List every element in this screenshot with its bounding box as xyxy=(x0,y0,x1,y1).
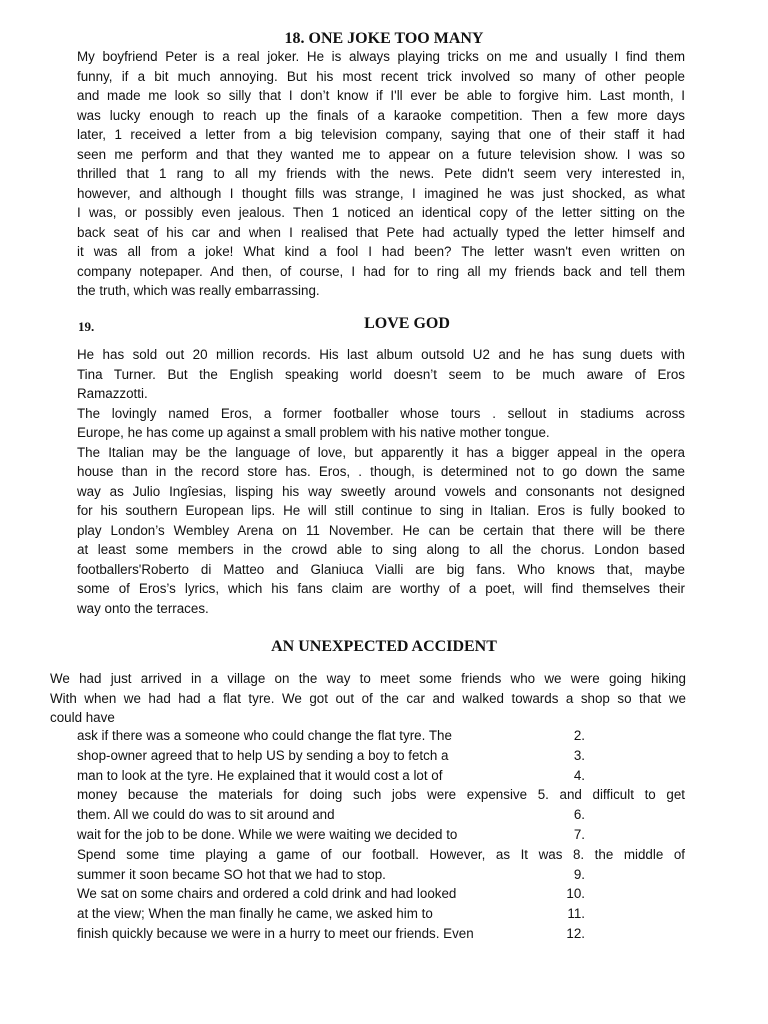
exercise-line-text: finish quickly because we were in a hurry to meet our friends. Even xyxy=(77,926,474,941)
text-line: Tina Turner. But the English speaking world doesn’t seem to be much aware of Eros xyxy=(77,366,685,382)
text-line: for his southern European lips. He will still continue to sing in Italian. Eros is fully booked to xyxy=(77,503,685,518)
text-line: Ramazzotti. xyxy=(77,386,148,401)
exercise-line-text: them. All we could do was to sit around and xyxy=(77,807,335,823)
story-title-one-joke: 18. ONE JOKE TOO MANY xyxy=(284,30,484,47)
text-line: it was all from a joke! What kind a fool I had been? The letter wasn't even written on xyxy=(77,244,685,259)
text-line: He has sold out 20 million records. His last album outsold U2 and he has sung duets with xyxy=(77,347,685,362)
exercise-intro xyxy=(50,669,686,728)
text-line: way onto the terraces. xyxy=(77,600,209,616)
text-line: seen me perform and that they wanted me to appear on a future television show. I was so xyxy=(77,146,685,162)
text-line: I was, or possibly even jealous. Then 1 noticed an identical copy of the letter sitting on the xyxy=(77,205,685,220)
text-line: and made me look so silly that I don’t know if I'll ever be able to forgive him. Last month, I xyxy=(77,88,685,103)
exercise-line-number: 9. xyxy=(573,866,585,882)
text-line: We had just arrived in a village on the way to meet some friends who we were going hiking xyxy=(50,671,686,686)
exercise-line-text: Spend some time playing a game of our football. However, as It was 8. the middle of xyxy=(77,846,685,862)
exercise-line-text: summer it soon became SO hot that we had to stop. xyxy=(77,866,386,882)
exercise-line-text: wait for the job to be done. While we were waiting we decided to xyxy=(77,827,458,842)
story-title-love-god: LOVE GOD xyxy=(364,315,450,332)
text-line: house than in the record store has. Eros, . though, is determined not to go down the same xyxy=(77,464,685,479)
exercise-line-number: 7. xyxy=(573,827,585,842)
text-line: play London’s Wembley Arena on 11 November. He can be certain that there will be there xyxy=(77,522,685,538)
text-line: company notepaper. And then, of course, I had for to ring all my friends back and tell them xyxy=(77,263,685,279)
text-line: Europe, he has come up against a small problem with his native mother tongue. xyxy=(77,425,550,440)
text-line: could have xyxy=(50,710,115,725)
exercise-line-text: money because the materials for doing such jobs were expensive 5. and difficult to get xyxy=(77,787,685,803)
story-two-body xyxy=(77,345,685,618)
text-line: at least some members in the crowd able to sing along to all the chorus. London based xyxy=(77,542,685,557)
text-line: The lovingly named Eros, a former footballer whose tours . sellout in stadiums across xyxy=(77,405,685,421)
exercise-line-text: We sat on some chairs and ordered a cold drink and had looked xyxy=(77,886,457,902)
text-line: My boyfriend Peter is a real joker. He is always playing tricks on me and usually I find them xyxy=(77,49,685,64)
text-line: With when we had had a flat tyre. We got out of the car and walked towards a shop so that we xyxy=(50,690,686,706)
exercise-line-number: 6. xyxy=(573,807,585,823)
exercise-line-text: at the view; When the man finally he came, we asked him to xyxy=(77,906,433,922)
exercise-line-text: man to look at the tyre. He explained that it would cost a lot of xyxy=(77,767,443,783)
text-line: funny, if a bit much annoying. But his most recent trick involved so many of other people xyxy=(77,68,685,84)
exercise-line-number: 11. xyxy=(567,906,585,922)
exercise-line-text: ask if there was a someone who could change the flat tyre. The xyxy=(77,728,452,743)
exercise-line-number: 12. xyxy=(566,926,585,941)
text-line: thrilled that 1 rang to all my friends with the news. Pete didn't seem very interested in, xyxy=(77,166,685,181)
exercise-line-number: 3. xyxy=(573,747,585,763)
text-line: the truth, which was really embarrassing. xyxy=(77,283,320,298)
text-line: footballers'Roberto di Matteo and Glaniuca Vialli are big fans. Who knows that, maybe xyxy=(77,561,685,577)
text-line: later, 1 received a letter from a big television company, saying that one of their staff it had xyxy=(77,127,685,142)
story-number-19: 19. xyxy=(78,319,95,334)
text-line: The Italian may be the language of love, but apparently it has a bigger appeal in the opera xyxy=(77,444,685,460)
story-title-unexpected-accident: AN UNEXPECTED ACCIDENT xyxy=(271,638,497,655)
story-one-body xyxy=(77,47,685,301)
text-line: was lucky enough to reach up the finals of a karaoke competition. Then a few more days xyxy=(77,107,685,123)
text-line: way as Julio Ingîesias, lisping his way sweetly around vowels and consonants not designed xyxy=(77,483,685,499)
text-line: some of Eros’s lyrics, which his fans claim are worthy of a poet, will find themselves their xyxy=(77,581,685,596)
exercise-line-number: 2. xyxy=(573,728,585,743)
exercise-line-text: shop-owner agreed that to help US by sending a boy to fetch a xyxy=(77,747,449,763)
text-line: however, and although I thought fills was strange, I imagined he was just shocked, as what xyxy=(77,185,685,201)
text-line: back seat of his car and when I realised that Pete had actually typed the letter himself and xyxy=(77,224,685,240)
exercise-line-number: 4. xyxy=(573,767,585,783)
exercise-line-number: 10. xyxy=(566,886,585,902)
